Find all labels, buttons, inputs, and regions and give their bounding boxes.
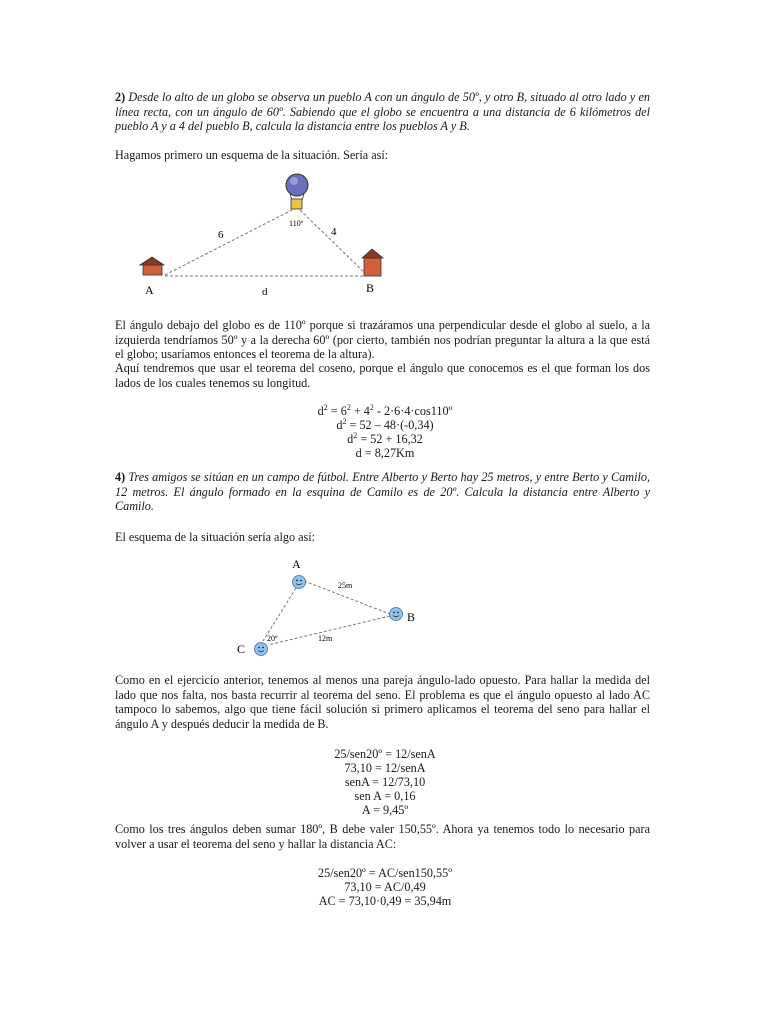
angle-label: 110º [289,219,304,228]
point-b-label: B [366,281,375,295]
side-ab-label: 25m [338,581,353,590]
problem-4-explanation-1: Como en el ejercicio anterior, tenemos al menos una pareja ángulo-lado opuesto. Para hallar la medida del lado que nos falta, nos basta recurrir al teorema del seno. El problema es que el ángulo opuesto al lado AC tampoco lo sabemos, algo que tiene fácil solución si primero aplicamos el teorema del seno para hallar el ángulo A y después deducir la medida de B. [115,673,650,731]
problem-text: Desde lo alto de un globo se observa un pueblo A con un ángulo de 50º, y otro B, situado al otro lado y en línea recta, con un ángulo de 60º. Sabiendo que el globo se encuentra a una distancia de 6 kilómetros del pueblo A y a 4 del pueblo B, calcula la distancia entre los pueblos A y B. [115,90,650,133]
equation-line: sen A = 0,16 [354,789,416,803]
problem-4-statement [115,470,650,514]
problem-2-intro: Hagamos primero un esquema de la situación. Sería así: [115,148,389,162]
point-b-label: B [407,610,416,624]
equation-line: senA = 12/73,10 [344,775,426,789]
equation-line: 25/sen20º = AC/sen150,55º [318,866,452,880]
problem-2-explanation-1: El ángulo debajo del globo es de 110º porque si trazáramos una perpendicular desde el globo al suelo, a la izquierda tendríamos 50º y a la derecha 60º (por cierto, también nos podrían preguntar la altura a la que está el globo; usaríamos entonces el teorema de la altura). [115,318,650,361]
side-b-to-balloon [300,210,366,274]
smiley-c-icon [255,643,268,656]
cosine-equations [200,404,570,460]
balloon-diagram [130,168,400,303]
equation-line: AC = 73,10·0,49 = 35,94m [318,894,452,908]
balloon-icon [286,174,308,209]
triangle-diagram [230,555,430,660]
equation-line: d = 8,27Km [355,446,415,460]
equation-line: A = 9,45º [361,803,409,817]
problem-4-explanation-2: Como los tres ángulos deben sumar 180º, B debe valer 150,55º. Ahora ya tenemos todo lo necesario para volver a usar el teorema del seno y hallar la distancia AC: [115,822,650,851]
point-c-label: C [237,642,246,656]
side-label-4: 4 [331,226,337,238]
angle-c-label: 20º [267,634,278,643]
sine-equations-1 [200,747,570,817]
side-a-to-balloon [165,210,292,275]
side-label-6: 6 [218,229,224,241]
side-bc-label: 12m [318,634,333,643]
problem-number: 4) [115,470,126,484]
equation-line: 73,10 = AC/0,49 [344,880,426,894]
house-a-icon [140,257,164,275]
smiley-a-icon [293,576,306,589]
distance-label: d [262,286,268,298]
point-a-label: A [292,557,301,571]
equation-line: $d^2 = 52 + 16,32$ [347,430,423,446]
problem-2-explanation-2: Aquí tendremos que usar el teorema del coseno, porque el ángulo que conocemos es el que forman los dos lados de los cuales tenemos su longitud. [115,361,650,390]
equation-line: 25/sen20º = 12/senA [334,747,436,761]
problem-number: 2) [115,90,126,104]
equation-line: $d^2 = 52 - 48\cdot(-0,34)$ [336,416,434,432]
equation-line: 73,10 = 12/senA [344,761,426,775]
problem-2-statement [115,90,650,134]
problem-text: Tres amigos se sitúan en un campo de fútbol. Entre Alberto y Berto hay 25 metros, y entre Berto y Camilo, 12 metros. El ángulo formado en la esquina de Camilo es de 20º. Calcula la distancia entre Alberto y Camilo. [115,470,650,513]
house-b-icon [362,249,383,276]
smiley-b-icon [390,608,403,621]
point-a-label: A [145,283,154,297]
problem-4-intro: El esquema de la situación sería algo así: [115,530,316,544]
equation-line: $d^2 = 6^2 + 4^2$ - 2·6·4·cos110º [317,402,453,418]
sine-equations-2 [200,866,570,908]
